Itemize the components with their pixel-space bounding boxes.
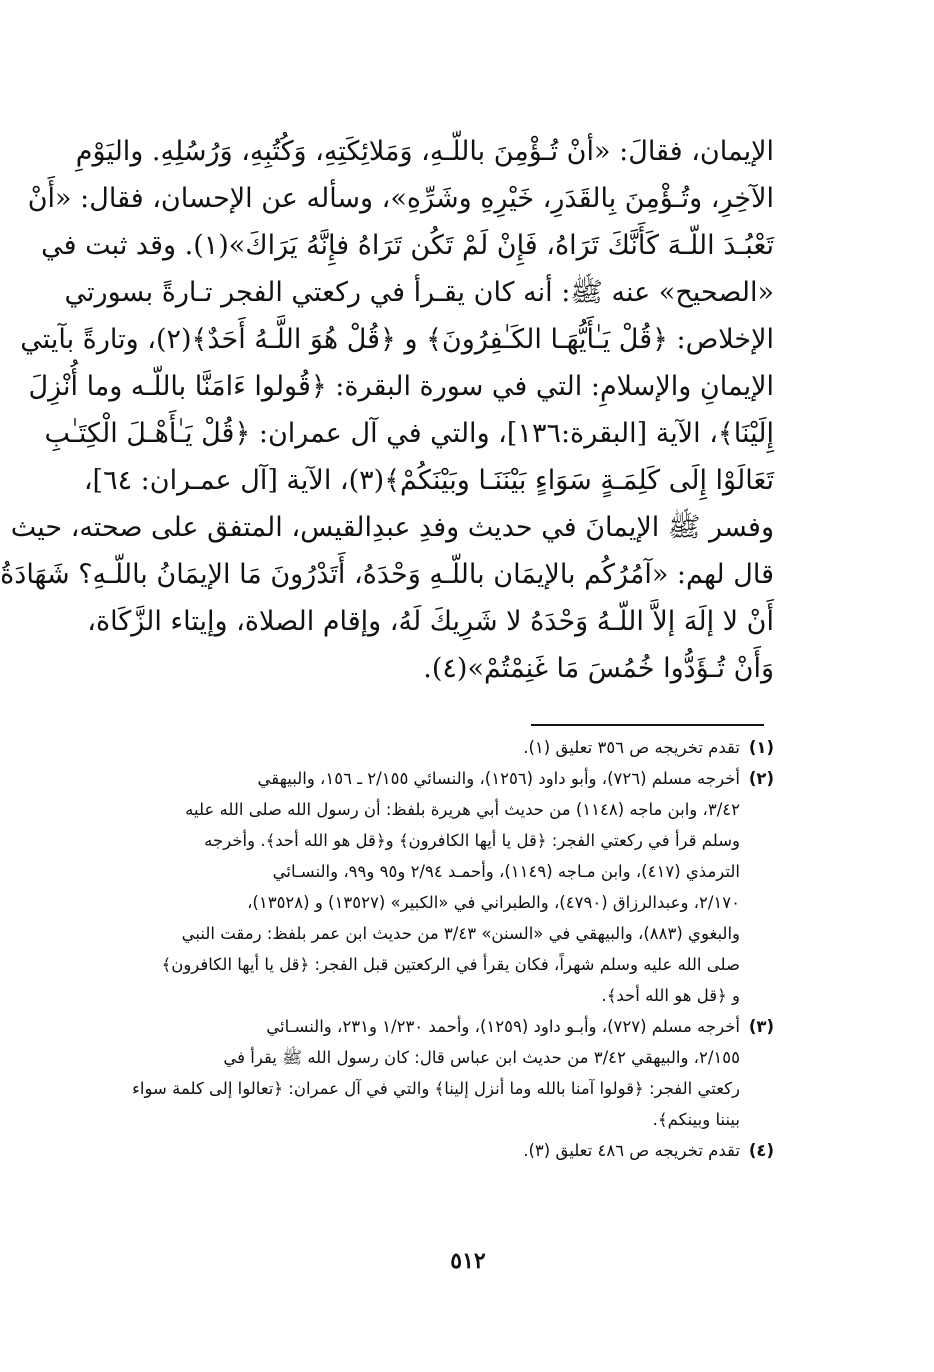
body-line: «الصحيح» عنه ﷺ: أنه كان يقـرأ في ركعتي الفجر تـارةً بسورتي [64,277,774,308]
body-line: قال لهم: «آمُرُكُم بالإيمَان باللّـهِ وَحْدَهُ، أَتَدْرُونَ مَا الإيمَانُ باللّـهِ؟ شَهَادَةُ [0,559,774,590]
footnote-line: والبغوي (٨٨٣)، والبيهقي في «السنن» ٣/٤٣ من حديث ابن عمر بلفظ: رمقت النبي [181,924,740,943]
footnote-separator [531,724,764,726]
footnotes [132,732,774,1166]
body-line: أَنْ لا إلَهَ إلاَّ اللّـهُ وَحْدَهُ لا شَرِيكَ لَهُ، وإقام الصلاة، وإيتاء الزَّكَاة، [87,606,774,637]
footnote-2 [161,763,774,1011]
body-line: الإيمان، فقالَ: «أنْ تُـؤْمِنَ باللّـهِ، وَمَلائِكَتِهِ، وَكُتُبِهِ، وَرُسُلِهِ. واليَوْمِ [75,136,774,167]
footnote-line: أخرجه مسلم (٧٢٧)، وأبـو داود (١٢٥٩)، وأحمد ١/٢٣٠ و٢٣١، والنسـائي [266,1017,740,1036]
footnote-number: (٤) [748,1141,774,1160]
footnote-line: تقدم تخريجه ص ٣٥٦ تعليق (١). [523,738,740,757]
page-number: ٥١٢ [450,1248,486,1274]
footnote-line: ٢/١٥٥، والبيهقي ٣/٤٢ من حديث ابن عباس قال: كان رسول الله ﷺ يقرأ في [223,1048,740,1067]
footnote-line: صلى الله عليه وسلم شهراً، فكان يقرأ في الركعتين قبل الفجر: ﴿قل يا أيها الكافرون﴾ [161,955,740,974]
body-line: تَعْبُـدَ اللّـهَ كَأَنَّكَ تَرَاهُ، فَإِنْ لَمْ تَكُن تَرَاهُ فإِنَّهُ يَرَاكَ»(١). وقد ثبت في [41,230,774,261]
body-line: وَأَنْ تُـؤَدُّوا خُمُسَ مَا غَنِمْتُمْ»(٤). [423,653,774,684]
footnote-number: (٢) [748,769,774,788]
footnote-line: تقدم تخريجه ص ٤٨٦ تعليق (٣). [523,1141,740,1160]
footnote-number: (١) [748,738,774,757]
body-line: وفسر ﷺ الإيمانَ في حديث وفدِ عبدِالقيس، المتفق على صحته، حيث [10,512,774,543]
footnote-4 [164,1135,774,1166]
footnote-line: أخرجه مسلم (٧٢٦)، وأبو داود (١٢٥٦)، والنسائي ٢/١٥٥ ـ ١٥٦، والبيهقي [257,769,740,788]
body-line: الإيمانِ والإسلامِ: التي في سورة البقرة: ﴿قُولوا ءَامَنَّا باللّـه وما أُنْزِلَ [28,371,774,402]
body-line: الآخِرِ، وتُـؤْمِنَ بِالقَدَرِ، خَيْرِهِ وشَرِّهِ»، وسأله عن الإحسان، فقال: «أَنْ [27,183,774,214]
body-line: إِلَيْنَا﴾، الآية [البقرة:١٣٦]، والتي في آل عمران: ﴿قُلْ يَـٰأَهْـلَ الْكِتَـٰبِ [44,418,774,449]
footnote-line: ٣/٤٢، وابن ماجه (١١٤٨) من حديث أبي هريرة بلفظ: أن رسول الله صلى الله عليه [185,800,740,819]
footnote-line: بيننا وبينكم﴾. [652,1110,740,1129]
footnote-line: وسلم قرأ في ركعتي الفجر: ﴿قل يا أيها الكافرون﴾ و﴿قل هو الله أحد﴾. وأخرجه [204,831,740,850]
body-line: الإخلاص: ﴿قُلْ يَـٰأَيُّهَـا الكَـٰفِرُونَ﴾ و ﴿قُلْ هُوَ اللَّـهُ أَحَدٌ﴾(٢)، وتارةً بآيتي [20,324,774,355]
book-page [2,0,934,1372]
footnote-line: ركعتي الفجر: ﴿قولوا آمنا بالله وما أنزل إلينا﴾ والتي في آل عمران: ﴿تعالوا إلى كلمة سواء [132,1079,740,1098]
body-line: تَعَالَوْا إِلَى كَلِمَـةٍ سَوَاءٍ بَيْنَنَـا وبَيْنَكُمْ﴾(٣)، الآية [آل عمـران: ٦٤]، [83,465,774,496]
footnote-line: و ﴿قل هو الله أحد﴾. [601,986,740,1005]
body-text [0,128,774,692]
footnote-number: (٣) [748,1017,774,1036]
footnote-line: الترمذي (٤١٧)، وابن مـاجه (١١٤٩)، وأحمـد ٢/٩٤ و٩٥ و٩٩، والنسـائي [272,862,740,881]
footnote-line: ٢/١٧٠، وعبدالرزاق (٤٧٩٠)، والطبراني في «الكبير» (١٣٥٢٧) و (١٣٥٢٨)، [247,893,740,912]
footnote-1 [164,732,774,763]
footnote-3 [132,1011,774,1135]
